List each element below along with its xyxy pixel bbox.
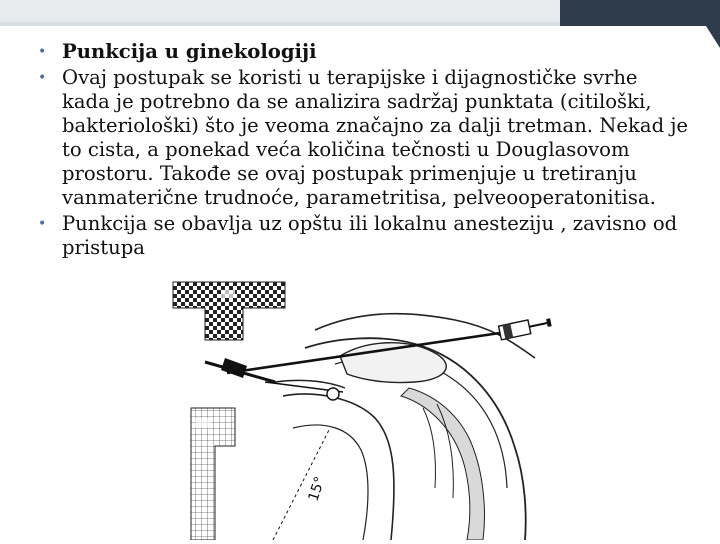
bullet-icon: • — [38, 70, 47, 86]
hatched-region — [401, 388, 484, 540]
corner-tab-decoration — [706, 26, 720, 48]
bullet-text: Punkcija se obavlja uz opštu ili lokalnu anesteziju , zavisno od pristupa — [62, 212, 678, 259]
cervix-marker — [327, 388, 339, 400]
bullet-icon: • — [38, 44, 47, 60]
puncture-illustration — [165, 278, 575, 540]
bullet-list — [38, 40, 688, 260]
bullet-item-description — [38, 66, 688, 210]
bullet-icon: • — [38, 216, 47, 232]
title-bar-dark — [560, 0, 720, 26]
title-bar-decoration — [0, 0, 720, 26]
bullet-text: Ovaj postupak se koristi u terapijske i dijagnostičke svrhe kada je potrebno da se analizira sadržaj punktata (citiloški, bakteriološki) što je veoma značajno za dalji tretman. Nekad je to cista, a ponekad veća količina tečnosti u Douglasovom prostoru. Takođe se ovaj postupak primenjuje u tretiranju vanmaterične trudnoće, parametritisa, pelveooperatonitisa. — [62, 66, 689, 209]
block-label-patch — [221, 290, 235, 298]
lower-curve-2 — [293, 425, 368, 540]
bullet-item-anesthesia — [38, 212, 688, 260]
puncture-diagram — [165, 278, 575, 540]
fold-1 — [423, 408, 436, 488]
lower-curve-1 — [283, 394, 394, 540]
grid-label-patch — [195, 418, 211, 428]
bullet-text: Punkcija u ginekologiji — [62, 40, 317, 63]
slide-content — [38, 40, 688, 262]
angle-label: 15° — [305, 474, 329, 504]
syringe — [499, 315, 553, 340]
bullet-item-title — [38, 40, 688, 64]
